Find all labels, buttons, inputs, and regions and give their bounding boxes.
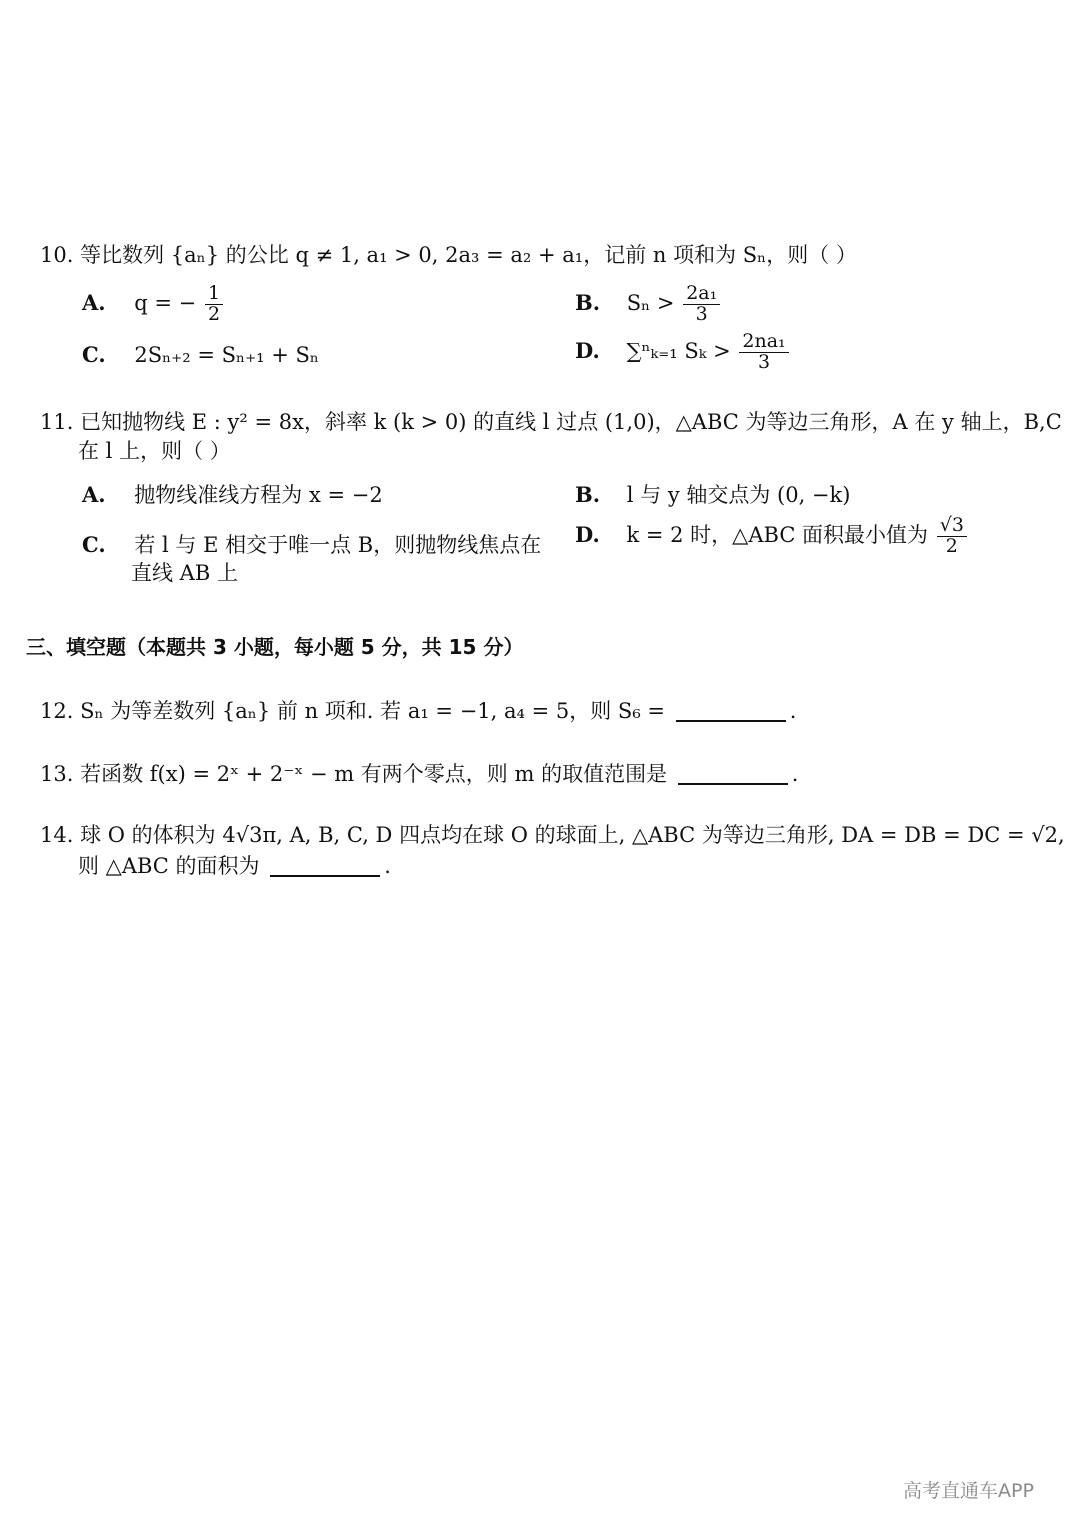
q10-a-fraction: [205, 284, 223, 325]
q14-line2: [78, 853, 391, 879]
q13-number: 13.: [40, 762, 74, 786]
q13: [40, 761, 798, 787]
q11-c-text-1: 若 l 与 E 相交于唯一点 B，则抛物线焦点在: [134, 533, 542, 557]
q12-text: Sₙ 为等差数列 {aₙ} 前 n 项和. 若 a₁ = −1, a₄ = 5，则 S₆ =: [80, 699, 666, 723]
q14-text-1: 球 O 的体积为 4√3π, A, B, C, D 四点均在球 O 的球面上, △ABC 为等边三角形, DA = DB = DC = √2,: [80, 823, 1065, 847]
q14-answer-blank[interactable]: [270, 853, 380, 877]
q11-d-denominator: 2: [945, 534, 958, 557]
q10-option-b: [575, 284, 722, 325]
q10-stem: [40, 243, 857, 268]
q11-option-d: [575, 516, 969, 557]
q12: [40, 698, 796, 724]
q10-b-denominator: 3: [695, 302, 708, 325]
q13-answer-blank[interactable]: [678, 761, 788, 785]
q11-option-c: [82, 532, 541, 558]
q11-stem-line2: 在 l 上，则（ ）: [78, 439, 231, 463]
q10-b-fraction: [683, 284, 720, 325]
q10-a-numerator: 1: [205, 284, 223, 305]
q11-d-numerator: √3: [937, 516, 967, 537]
q14-end: .: [384, 854, 391, 878]
q10-d-expr: ∑ⁿₖ₌₁ Sₖ >: [626, 338, 731, 363]
q10-option-d: [575, 332, 791, 373]
q10-b-label: B.: [575, 289, 601, 315]
q11-b-label: B.: [575, 482, 601, 507]
q11-d-text: k = 2 时，△ABC 面积最小值为: [626, 522, 929, 547]
q11-option-b: [575, 482, 850, 508]
q11-b-text: l 与 y 轴交点为 (0, −k): [626, 483, 851, 507]
q14-text-2: 则 △ABC 的面积为: [78, 854, 260, 878]
q11-option-a: [82, 482, 383, 508]
q13-text: 若函数 f(x) = 2ˣ + 2⁻ˣ − m 有两个零点，则 m 的取值范围是: [80, 762, 668, 786]
q10-d-fraction: [739, 332, 788, 373]
q12-end: .: [789, 699, 797, 723]
q11-stem-text-1: 已知抛物线 E : y² = 8x，斜率 k (k > 0) 的直线 l 过点 (1,0)，△ABC 为等边三角形，A 在 y 轴上，B,C: [80, 410, 1062, 434]
q10-a-denominator: 2: [207, 302, 221, 325]
q14-line1: [40, 823, 1065, 848]
q10-a-label: A.: [82, 289, 106, 315]
q10-c-expr: 2Sₙ₊₂ = Sₙ₊₁ + Sₙ: [134, 343, 320, 367]
q13-end: .: [791, 762, 799, 786]
q12-number: 12.: [40, 699, 74, 723]
q10-d-denominator: 3: [757, 350, 771, 373]
q11-a-text: 抛物线准线方程为 x = −2: [134, 483, 383, 507]
q10-c-label: C.: [82, 342, 106, 367]
q11-c-label: C.: [82, 532, 106, 557]
q11-d-fraction: [937, 516, 967, 557]
q11-c-text-2: 直线 AB 上: [131, 561, 238, 585]
q11-stem-line1: [40, 410, 1062, 435]
q11-d-label: D.: [575, 521, 600, 547]
watermark: 高考直通车APP: [903, 1480, 1034, 1502]
q10-option-a: [82, 284, 225, 325]
section-title: 三、填空题（本题共 3 小题，每小题 5 分，共 15 分）: [26, 635, 524, 659]
q11-number: 11.: [40, 410, 74, 434]
q10-stem-text: 等比数列 {aₙ} 的公比 q ≠ 1, a₁ > 0, 2a₃ = a₂ + a₁，记前 n 项和为 Sₙ，则（ ）: [80, 243, 857, 267]
q10-b-numerator: 2a₁: [683, 284, 720, 305]
q10-option-c: [82, 342, 319, 368]
q10-d-numerator: 2na₁: [739, 332, 788, 353]
q10-a-expr: q = −: [134, 290, 197, 315]
q10-b-expr: Sₙ >: [626, 290, 675, 315]
q10-number: 10.: [40, 243, 74, 267]
q14-number: 14.: [40, 823, 74, 847]
q10-d-label: D.: [575, 337, 600, 363]
q11-a-label: A.: [82, 482, 106, 507]
q12-answer-blank[interactable]: [676, 698, 786, 722]
